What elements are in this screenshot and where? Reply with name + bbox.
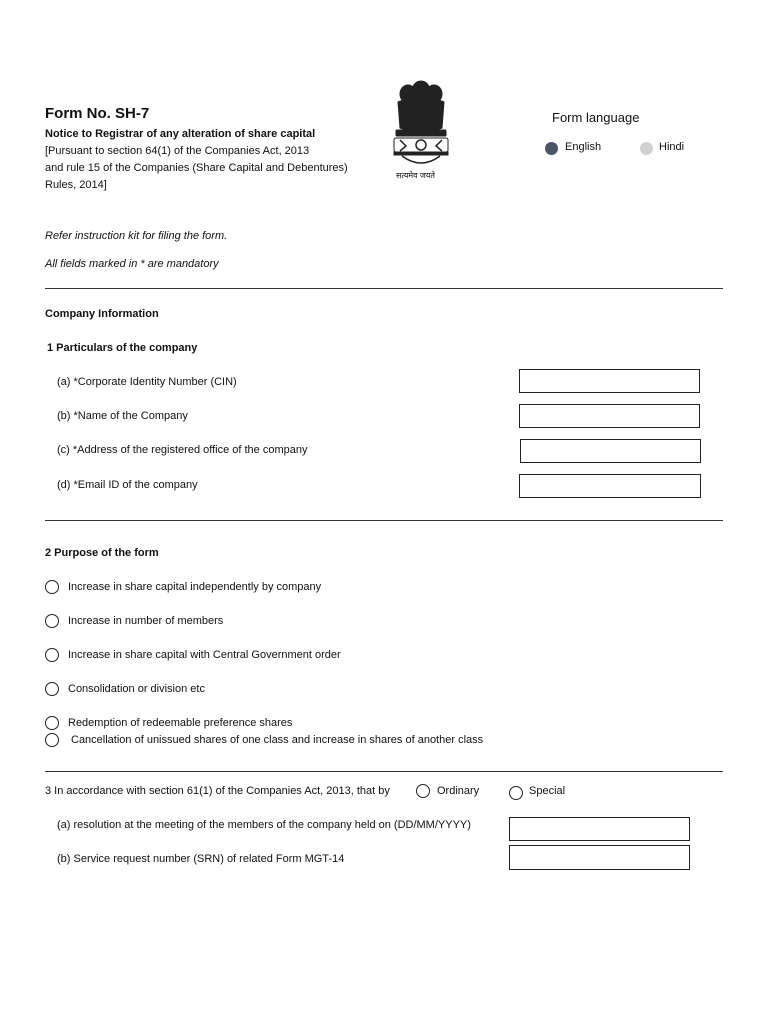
company-name-input[interactable]	[519, 404, 700, 428]
emblem-caption: सत्यमेव जयते	[396, 171, 435, 180]
purpose-option-6: Cancellation of unissued shares of one class and increase in shares of another class	[71, 734, 484, 746]
purpose-option-4: Consolidation or division etc	[68, 683, 205, 695]
resolution-radio-ordinary[interactable]	[416, 784, 430, 798]
purpose-radio-3[interactable]	[45, 648, 59, 662]
pursuant-line-3: Rules, 2014]	[45, 179, 107, 191]
form-subtitle: Notice to Registrar of any alteration of share capital	[45, 128, 316, 140]
divider	[45, 771, 723, 772]
divider	[45, 288, 723, 289]
address-label: (c) *Address of the registered office of the company	[57, 444, 308, 456]
purpose-title: 2 Purpose of the form	[45, 547, 159, 559]
purpose-radio-6[interactable]	[45, 733, 59, 747]
meeting-date-label: (a) resolution at the meeting of the members of the company held on (DD/MM/YYYY)	[57, 819, 471, 831]
radio-selected-icon[interactable]	[545, 142, 558, 155]
srn-label: (b) Service request number (SRN) of related Form MGT-14	[57, 853, 345, 865]
mandatory-note: All fields marked in * are mandatory	[45, 258, 219, 270]
email-input[interactable]	[519, 474, 701, 498]
address-input[interactable]	[520, 439, 701, 463]
purpose-option-1: Increase in share capital independently by company	[68, 581, 322, 593]
purpose-radio-1[interactable]	[45, 580, 59, 594]
cin-label: (a) *Corporate Identity Number (CIN)	[57, 376, 237, 388]
form-language-label: Form language	[552, 110, 640, 125]
purpose-radio-4[interactable]	[45, 682, 59, 696]
resolution-label-special: Special	[529, 785, 566, 797]
divider	[45, 520, 723, 521]
purpose-option-5: Redemption of redeemable preference shares	[68, 717, 293, 729]
pursuant-line-1: [Pursuant to section 64(1) of the Companies Act, 2013	[45, 145, 310, 157]
radio-unselected-icon[interactable]	[640, 142, 653, 155]
pursuant-line-2: and rule 15 of the Companies (Share Capital and Debentures)	[45, 162, 348, 174]
purpose-radio-5[interactable]	[45, 716, 59, 730]
purpose-option-3: Increase in share capital with Central Government order	[68, 649, 341, 661]
cin-input[interactable]	[519, 369, 700, 393]
language-label-english: English	[565, 141, 602, 153]
resolution-label-ordinary: Ordinary	[437, 785, 480, 797]
language-label-hindi: Hindi	[659, 141, 685, 153]
company-info-heading: Company Information	[45, 308, 159, 320]
form-number: Form No. SH-7	[45, 105, 150, 122]
email-label: (d) *Email ID of the company	[57, 479, 198, 491]
company-name-label: (b) *Name of the Company	[57, 410, 188, 422]
meeting-date-input[interactable]	[509, 817, 690, 841]
instruction-note: Refer instruction kit for filing the form.	[45, 230, 228, 242]
srn-input[interactable]	[509, 845, 690, 870]
resolution-radio-special[interactable]	[509, 786, 523, 800]
purpose-radio-2[interactable]	[45, 614, 59, 628]
particulars-title: 1 Particulars of the company	[47, 342, 198, 354]
purpose-option-2: Increase in number of members	[68, 615, 224, 627]
resolution-intro: 3 In accordance with section 61(1) of the Companies Act, 2013, that by	[45, 785, 390, 797]
state-emblem-icon	[388, 80, 454, 184]
